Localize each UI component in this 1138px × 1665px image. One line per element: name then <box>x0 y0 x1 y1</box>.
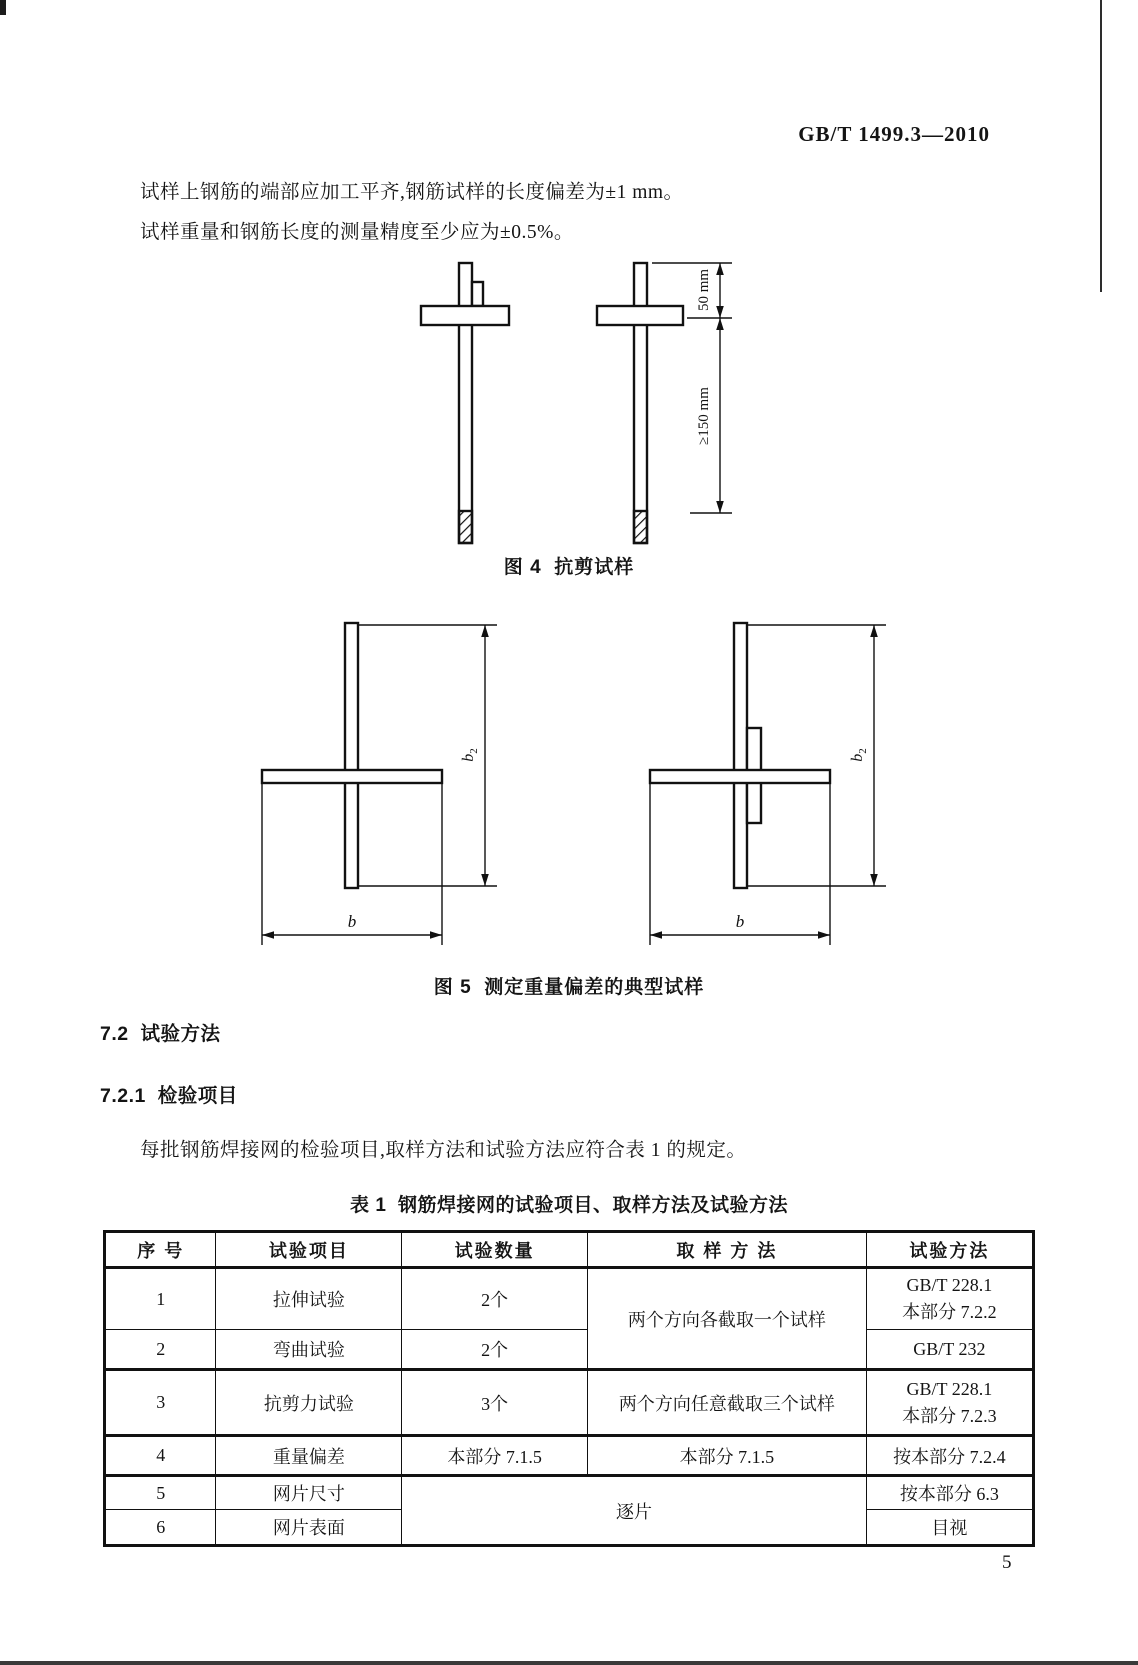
cross-specimen-left <box>262 623 442 888</box>
cell-method: GB/T 232 <box>866 1330 1033 1370</box>
table-row <box>105 1268 1034 1330</box>
table-row <box>105 1476 1034 1510</box>
scan-artifact-right-edge <box>1100 0 1102 292</box>
cell-method: 按本部分 6.3 <box>866 1476 1033 1510</box>
table-row <box>105 1370 1034 1436</box>
dimension-lines-left <box>262 625 497 945</box>
cell-item: 网片表面 <box>216 1510 402 1546</box>
dimension-lines <box>652 263 732 513</box>
figure4-shear-specimen-drawing <box>380 238 740 548</box>
cell-no: 1 <box>105 1268 216 1330</box>
method-line-2: 本部分 7.2.3 <box>902 1405 997 1426</box>
cell-item: 网片尺寸 <box>216 1476 402 1510</box>
dim-label-150mm: ≥150 mm <box>696 387 712 445</box>
figure5-weight-deviation-drawing <box>240 583 900 953</box>
cross-specimen-right <box>650 623 830 888</box>
cell-sampling: 本部分 7.1.5 <box>588 1436 867 1476</box>
cell-qty-sampling-merged: 逐片 <box>402 1476 866 1546</box>
b2-sub: 2 <box>857 748 869 754</box>
cell-no: 3 <box>105 1370 216 1436</box>
cell-no: 6 <box>105 1510 216 1546</box>
cell-qty: 2个 <box>402 1268 588 1330</box>
figure4-caption: 图 4 抗剪试样 <box>503 557 635 578</box>
cell-item: 重量偏差 <box>216 1436 402 1476</box>
cell-sampling: 两个方向任意截取三个试样 <box>588 1370 867 1436</box>
scan-artifact-corner <box>0 0 6 15</box>
cell-qty: 本部分 7.1.5 <box>402 1436 588 1476</box>
figure5-caption: 图 5 测定重量偏差的典型试样 <box>433 977 705 998</box>
cell-sampling-merged: 两个方向各截取一个试样 <box>588 1268 867 1370</box>
cell-method: 按本部分 7.2.4 <box>866 1436 1033 1476</box>
dimension-lines-right <box>650 625 886 945</box>
col-header-sampling: 取 样 方 法 <box>588 1232 867 1268</box>
cell-no: 4 <box>105 1436 216 1476</box>
table1-test-items <box>103 1230 1035 1547</box>
b2-base: b <box>849 753 866 762</box>
dim-label-b2-right <box>849 748 869 762</box>
cell-method: 目视 <box>866 1510 1033 1546</box>
col-header-no: 序 号 <box>105 1232 216 1268</box>
specimen-left <box>421 263 509 543</box>
table-row <box>105 1330 1034 1370</box>
b2-base: b <box>460 753 477 762</box>
b2-sub: 2 <box>468 748 480 754</box>
cell-item: 弯曲试验 <box>216 1330 402 1370</box>
table-row <box>105 1436 1034 1476</box>
col-header-qty: 试验数量 <box>402 1232 588 1268</box>
section-7-2-heading: 7.2 试验方法 <box>100 1023 221 1045</box>
method-line-2: 本部分 7.2.2 <box>902 1302 997 1322</box>
dim-label-b2-left <box>460 748 480 762</box>
cell-item: 拉伸试验 <box>216 1268 402 1330</box>
table-header-row <box>105 1232 1034 1268</box>
dim-label-50mm: 50 mm <box>696 268 712 312</box>
cell-qty: 2个 <box>402 1330 588 1370</box>
cell-method <box>866 1268 1033 1330</box>
col-header-method: 试验方法 <box>866 1232 1033 1268</box>
cell-qty: 3个 <box>402 1370 588 1436</box>
section-7-2-1-heading: 7.2.1 检验项目 <box>100 1085 238 1107</box>
cell-no: 5 <box>105 1476 216 1510</box>
col-header-item: 试验项目 <box>216 1232 402 1268</box>
specimen-right <box>597 263 683 543</box>
cell-method <box>866 1370 1033 1436</box>
paragraph-measure-precision: 试样重量和钢筋长度的测量精度至少应为±0.5%。 <box>140 222 574 243</box>
page-number: 5 <box>1002 1552 1012 1573</box>
dim-label-b-right: b <box>735 912 745 931</box>
paragraph-length-tolerance: 试样上钢筋的端部应加工平齐,钢筋试样的长度偏差为±1 mm。 <box>140 182 684 203</box>
document-code-header: GB/T 1499.3—2010 <box>798 122 990 146</box>
cell-item: 抗剪力试验 <box>216 1370 402 1436</box>
paragraph-inspection-items: 每批钢筋焊接网的检验项目,取样方法和试验方法应符合表 1 的规定。 <box>140 1140 747 1161</box>
cell-no: 2 <box>105 1330 216 1370</box>
table1-title: 表 1 钢筋焊接网的试验项目、取样方法及试验方法 <box>350 1195 788 1216</box>
method-line-1: GB/T 228.1 <box>906 1378 993 1399</box>
dim-label-b-left: b <box>347 912 357 931</box>
scan-artifact-bottom-edge <box>0 1661 1138 1665</box>
method-line-1: GB/T 228.1 <box>906 1275 993 1295</box>
